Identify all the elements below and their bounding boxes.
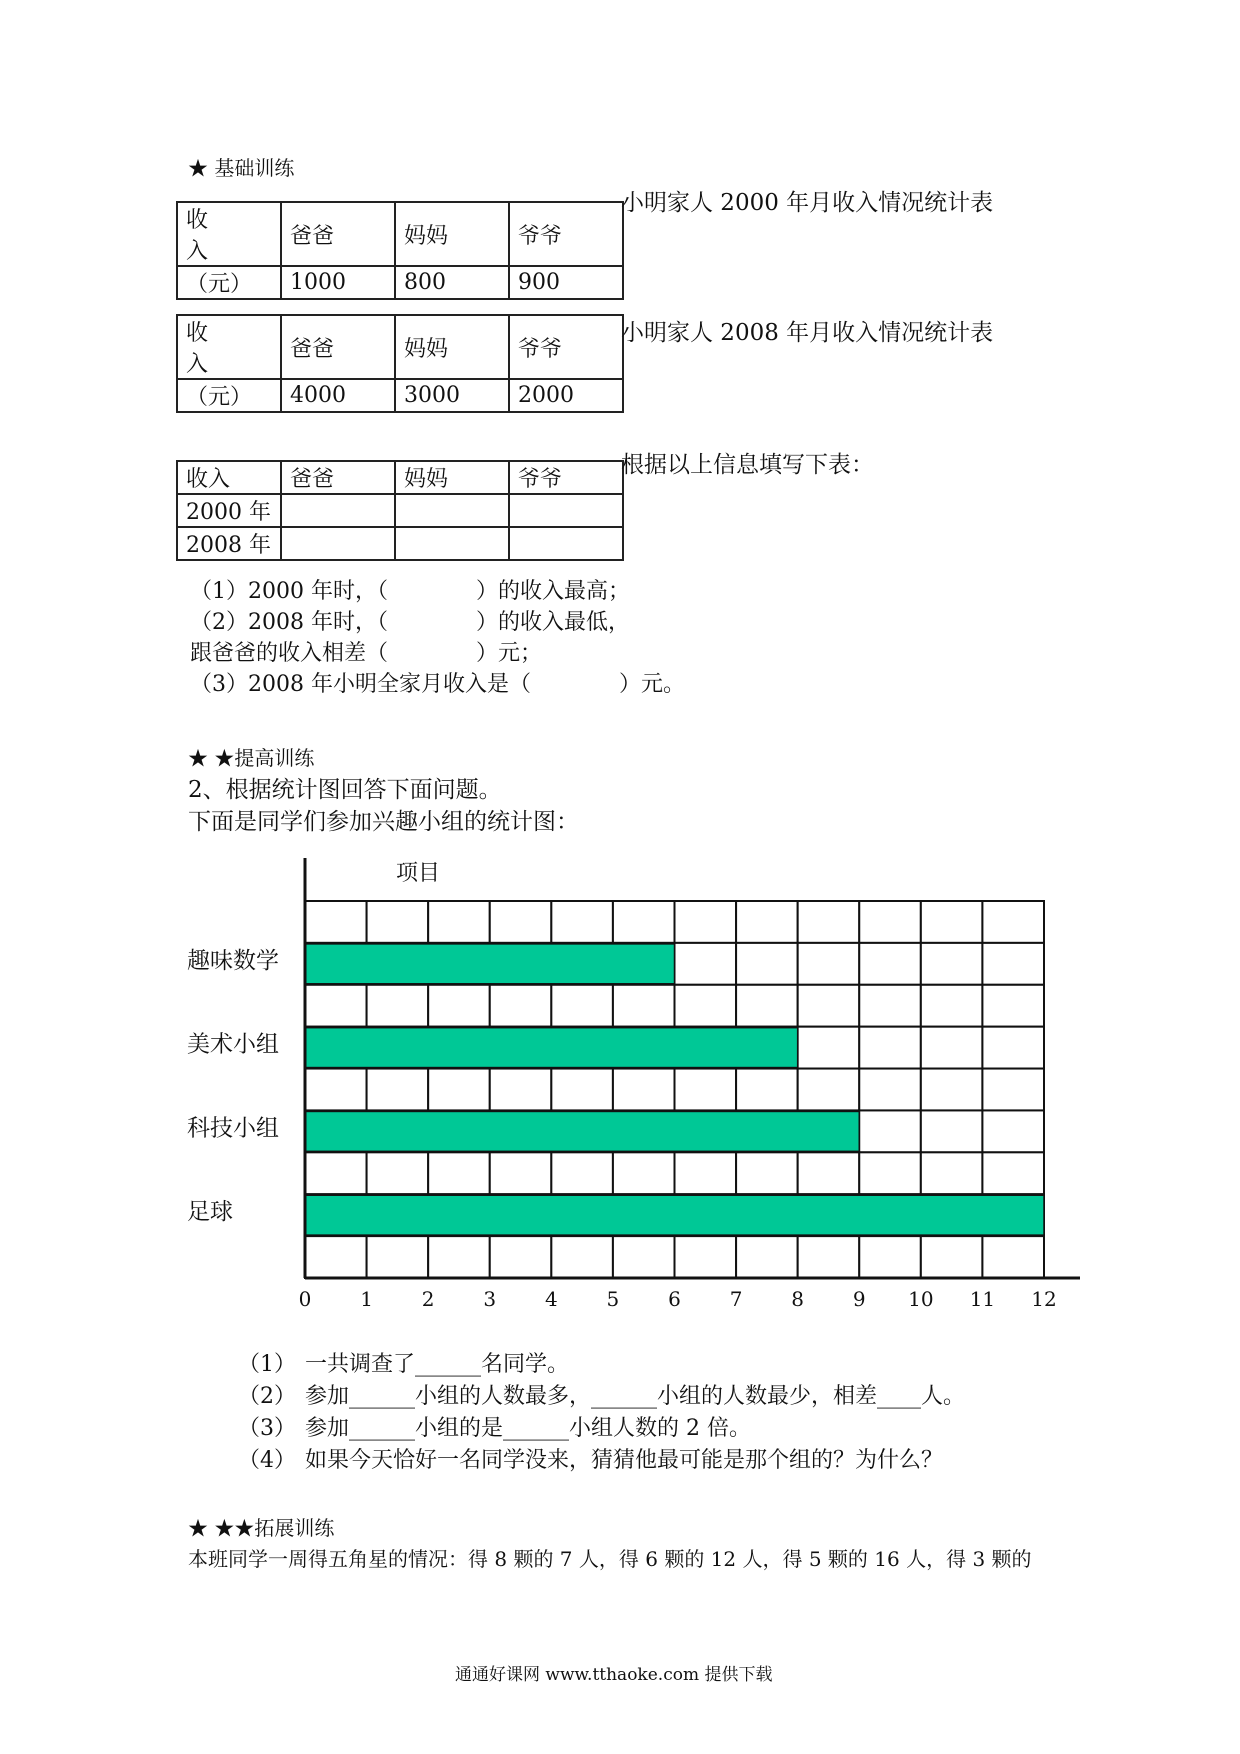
grid-cell [613,985,675,1027]
grid-cell [675,1152,737,1194]
grid-cell [613,1152,675,1194]
grid-cell [798,901,860,943]
category-label: 趣味数学 [187,947,279,974]
grid-cell [798,1236,860,1278]
grid-cell [798,1069,860,1111]
grid-cell [798,943,860,985]
chart-question-4: 如果今天恰好一名同学没来，猜猜他最可能是那个组的？为什么？ [305,1448,944,1473]
table-value: 3000 [395,379,509,412]
grid-cell [490,901,552,943]
grid-cell [675,901,737,943]
grid-cell [305,1152,367,1194]
grid-cell [675,1069,737,1111]
category-label: 足球 [187,1199,233,1226]
problem-instruction: 2、根据统计图回答下面问题。 [188,777,502,803]
bar-3 [305,1111,859,1151]
chart-question-3: 参加______小组的是______小组人数的 2 倍。 [305,1416,751,1441]
x-tick-label: 11 [969,1287,996,1311]
x-tick-label: 4 [544,1287,558,1311]
grid-cell [798,1027,860,1069]
grid-cell [367,1236,429,1278]
table-caption-2008: 小明家人 2008 年月收入情况统计表 [621,320,994,346]
table-member: 爸爸 [281,315,395,379]
bar-2 [305,1028,798,1068]
grid-cell [490,1152,552,1194]
grid-cell [859,901,921,943]
grid-cell [675,1236,737,1278]
table-value: 900 [509,266,623,299]
grid-cell [859,943,921,985]
grid-cell [675,943,737,985]
grid-cell [736,943,798,985]
x-tick-label: 6 [668,1287,681,1311]
chart-title: 项目 [396,861,441,886]
fill-table-row-2008: 2008 年 [177,527,281,560]
grid-cell [921,943,983,985]
grid-cell [921,1110,983,1152]
table-value: 800 [395,266,509,299]
chart-intro: 下面是同学们参加兴趣小组的统计图： [188,809,579,835]
grid-cell [859,985,921,1027]
grid-cell [736,1152,798,1194]
grid-cell [982,985,1044,1027]
question-1: （1）2000 年时，（ ）的收入最高； [190,579,630,604]
x-tick-label: 7 [729,1287,743,1311]
grid-cell [367,985,429,1027]
grid-cell [551,1069,613,1111]
chart-question-num: （1） [238,1352,296,1377]
grid-cell [428,901,490,943]
grid-cell [428,1236,490,1278]
grid-cell [798,1152,860,1194]
grid-cell [736,1069,798,1111]
category-label: 科技小组 [187,1115,279,1142]
grid-cell [305,1069,367,1111]
section-heading-basic: ★ 基础训练 [188,156,295,180]
grid-cell [921,1027,983,1069]
grid-cell [367,1069,429,1111]
grid-cell [428,985,490,1027]
grid-cell [982,1069,1044,1111]
grid-cell [613,901,675,943]
table-value: 1000 [281,266,395,299]
table-caption-2000: 小明家人 2000 年月收入情况统计表 [621,190,994,216]
grid-cell [982,901,1044,943]
page-footer: 通通好课网 www.tthaoke.com 提供下载 [455,1665,773,1685]
category-label: 美术小组 [187,1031,279,1058]
grid-cell [921,1236,983,1278]
x-tick-label: 2 [421,1287,435,1311]
grid-cell [551,985,613,1027]
grid-cell [982,1027,1044,1069]
x-tick-label: 1 [360,1287,373,1311]
grid-cell [428,1069,490,1111]
grid-cell [675,985,737,1027]
bar-4 [305,1195,1044,1235]
grid-cell [859,1110,921,1152]
grid-cell [428,1152,490,1194]
fill-table-member: 爷爷 [509,461,623,494]
grid-cell [305,1236,367,1278]
x-tick-label: 5 [606,1287,620,1311]
table-label-top: 收 入 [177,315,281,379]
grid-cell [921,901,983,943]
grid-cell [982,1152,1044,1194]
grid-cell [982,1110,1044,1152]
table-label-bottom: （元） [177,266,281,299]
fill-table-caption: 根据以上信息填写下表： [621,452,874,478]
x-tick-label: 12 [1031,1287,1057,1311]
grid-cell [921,1069,983,1111]
table-label-top: 收 入 [177,202,281,266]
grid-cell [921,1152,983,1194]
x-tick-label: 9 [852,1287,866,1311]
grid-cell [859,1152,921,1194]
grid-cell [490,1236,552,1278]
table-value: 4000 [281,379,395,412]
table-member: 爸爸 [281,202,395,266]
grid-cell [982,943,1044,985]
question-2-continued: 跟爸爸的收入相差（ ）元； [190,641,543,666]
table-value: 2000 [509,379,623,412]
chart-question-num: （4） [238,1448,296,1473]
fill-table-member: 妈妈 [395,461,509,494]
fill-table-row-2000: 2000 年 [177,494,281,527]
chart-question-1: 一共调查了______名同学。 [305,1352,570,1377]
grid-cell [367,901,429,943]
table-member: 妈妈 [395,202,509,266]
grid-cell [859,1069,921,1111]
grid-cell [736,1236,798,1278]
grid-cell [367,1152,429,1194]
bar-1 [305,944,675,984]
fill-table-member: 爸爸 [281,461,395,494]
x-tick-label: 8 [791,1287,805,1311]
chart-question-num: （3） [238,1416,296,1441]
grid-cell [613,1236,675,1278]
question-3: （3）2008 年小明全家月收入是（ ）元。 [190,672,685,697]
grid-cell [490,985,552,1027]
grid-cell [859,1027,921,1069]
section-heading-advanced: ★ ★提高训练 [188,746,315,770]
grid-cell [798,985,860,1027]
grid-cell [305,901,367,943]
grid-cell [551,901,613,943]
grid-cell [551,1152,613,1194]
grid-cell [736,901,798,943]
table-member: 爷爷 [509,315,623,379]
grid-cell [613,1069,675,1111]
extension-text: 本班同学一周得五角星的情况：得 8 颗的 7 人，得 6 颗的 12 人，得 5 颗的 16 人，得 3 颗的 [188,1547,1032,1571]
grid-cell [551,1236,613,1278]
fill-table-corner: 收入 [177,461,281,494]
chart-question-num: （2） [238,1384,296,1409]
grid-cell [921,985,983,1027]
x-tick-label: 3 [483,1287,497,1311]
table-member: 爷爷 [509,202,623,266]
grid-cell [859,1236,921,1278]
table-member: 妈妈 [395,315,509,379]
grid-cell [736,985,798,1027]
x-tick-label: 0 [298,1287,312,1311]
x-tick-label: 10 [908,1287,934,1311]
chart-question-2: 参加______小组的人数最多，______小组的人数最少，相差____人。 [305,1384,966,1409]
question-2: （2）2008 年时，（ ）的收入最低， [190,610,630,635]
grid-cell [490,1069,552,1111]
grid-cell [982,1236,1044,1278]
grid-cell [305,985,367,1027]
section-heading-extension: ★ ★★拓展训练 [188,1516,335,1540]
table-label-bottom: （元） [177,379,281,412]
